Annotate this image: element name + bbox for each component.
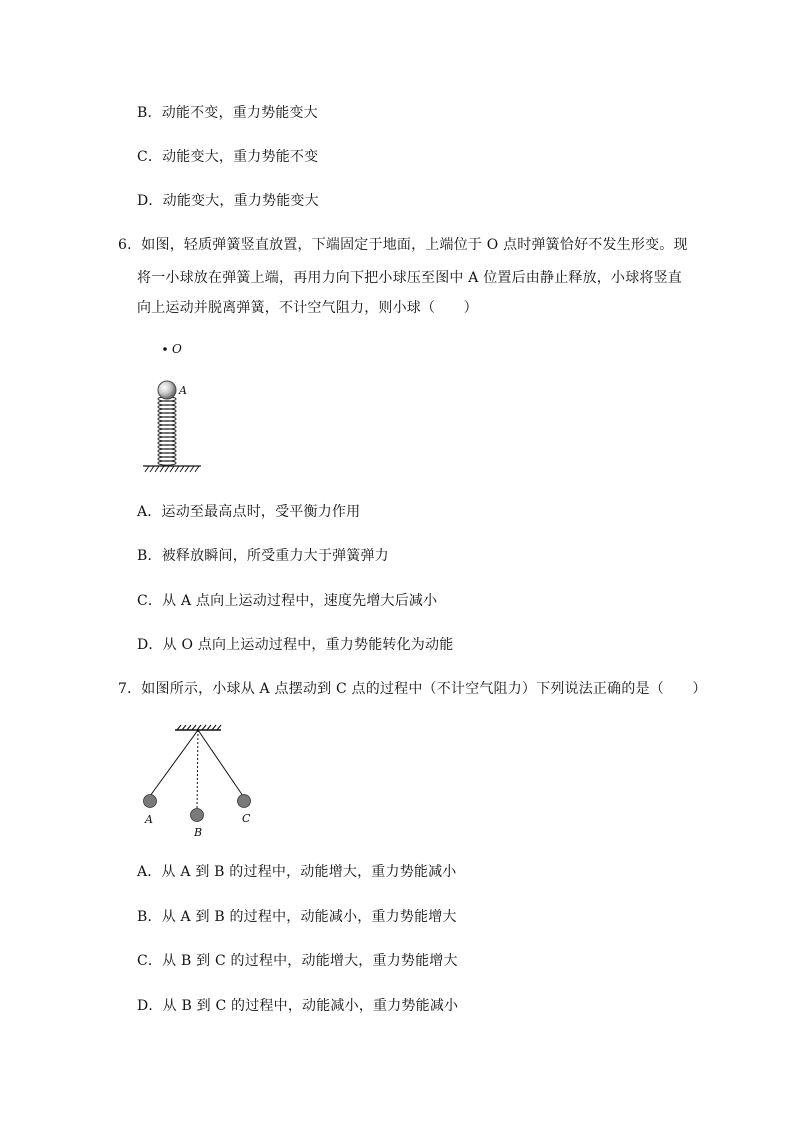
pendulum-label-a: A — [145, 813, 153, 826]
ceiling-hatch — [177, 725, 221, 730]
ball-c — [238, 795, 251, 808]
q6-option-a: A．运动至最高点时，受平衡力作用 — [137, 504, 361, 520]
string-to-c — [198, 730, 243, 796]
q6-stem-line-2: 将一小球放在弹簧上端，再用力向下把小球压至图中 A 位置后由静止释放，小球将竖直 — [137, 270, 683, 286]
q7-option-c: C．从 B 到 C 的过程中，动能增大，重力势能增大 — [137, 953, 458, 969]
q6-option-b: B．被释放瞬间，所受重力大于弹簧弹力 — [137, 548, 389, 564]
spring-figure — [135, 335, 215, 475]
q7-stem: 7．如图所示，小球从 A 点摆动到 C 点的过程中（不计空气阻力）下列说法正确的是（ ） — [118, 681, 707, 697]
spring-coils — [158, 397, 176, 465]
pendulum-label-b: B — [194, 826, 203, 839]
ball-a — [144, 795, 157, 808]
string-to-a — [150, 730, 198, 796]
pendulum-label-c: C — [242, 812, 251, 825]
q5-option-b: B．动能不变，重力势能变大 — [137, 105, 318, 121]
q5-option-d: D．动能变大，重力势能变大 — [137, 193, 319, 209]
q6-option-d: D．从 O 点向上运动过程中，重力势能转化为动能 — [137, 637, 454, 653]
label-o: O — [172, 342, 182, 356]
ground-hatch — [145, 466, 199, 472]
string-to-b — [197, 730, 198, 810]
q7-option-d: D．从 B 到 C 的过程中，动能减小，重力势能减小 — [137, 998, 459, 1014]
q6-stem-line-1: 6．如图，轻质弹簧竖直放置，下端固定于地面，上端位于 O 点时弹簧恰好不发生形变。现 — [118, 237, 688, 253]
q5-option-c: C．动能变大，重力势能不变 — [137, 149, 319, 165]
ball — [158, 381, 176, 399]
point-o-dot — [163, 347, 167, 351]
q7-option-b: B．从 A 到 B 的过程中，动能减小，重力势能增大 — [137, 909, 457, 925]
ball-b — [191, 809, 204, 822]
pendulum-figure — [135, 718, 265, 843]
label-a: A — [179, 384, 187, 397]
q6-option-c: C．从 A 点向上运动过程中，速度先增大后减小 — [137, 593, 438, 609]
q7-option-a: A．从 A 到 B 的过程中，动能增大，重力势能减小 — [137, 864, 457, 880]
q6-stem-line-3: 向上运动并脱离弹簧，不计空气阻力，则小球（ ） — [137, 300, 478, 316]
